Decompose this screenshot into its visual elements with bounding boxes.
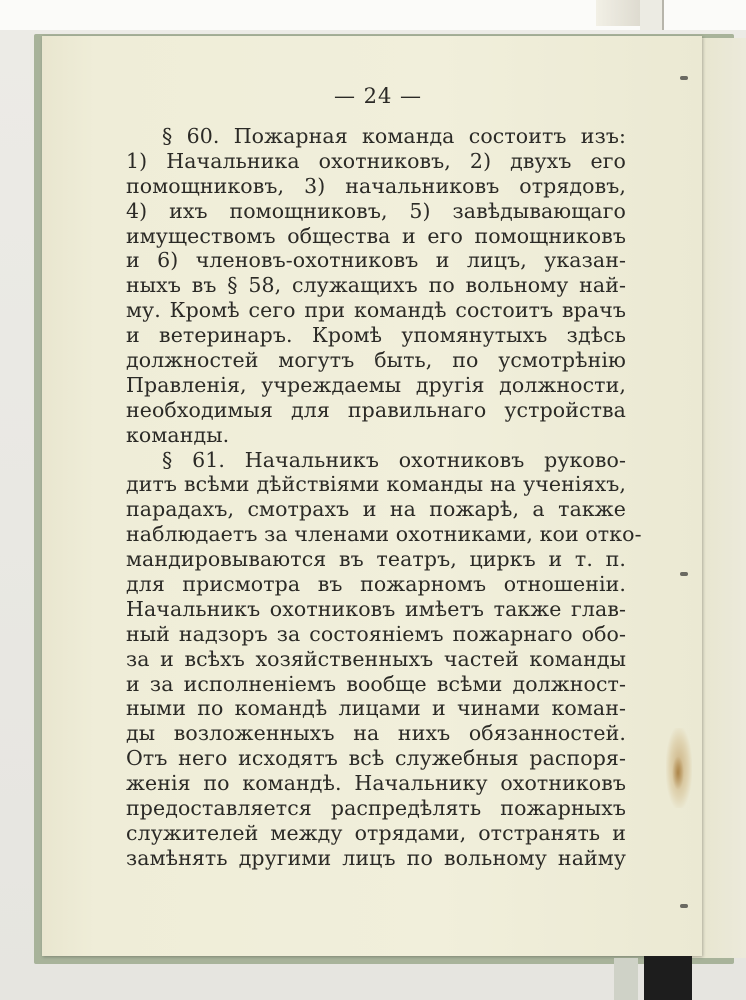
- binding-hole: [680, 76, 688, 80]
- binding-hole: [680, 572, 688, 576]
- text-line: служителей между отрядами, отстранять и: [126, 820, 626, 845]
- text-line: наблюдаетъ за членами охотниками, кои отко-: [126, 522, 642, 547]
- text-line: имуществомъ общества и его помощниковъ: [126, 223, 626, 248]
- text-line: 1) Начальника охотниковъ, 2) двухъ его: [126, 148, 626, 173]
- text-line: для присмотра въ пожарномъ отношеніи.: [126, 572, 626, 597]
- paragraph-lines: [126, 124, 642, 871]
- text-line: ными по командѣ лицами и чинами коман-: [126, 696, 626, 721]
- text-line: мандировываются въ театръ, циркъ и т. п.: [126, 547, 626, 572]
- text-line: замѣнять другими лицъ по вольному найму: [126, 845, 626, 870]
- text-line: и 6) членовъ-охотниковъ и лицъ, указан-: [126, 248, 626, 273]
- text-line: помощниковъ, 3) начальниковъ отрядовъ,: [126, 173, 626, 198]
- text-line: необходимыя для правильнаго устройства: [126, 397, 626, 422]
- text-line: предоставляется распредѣлять пожарныхъ: [126, 796, 626, 821]
- text-line: му. Кромѣ сего при командѣ состоитъ врачъ: [126, 298, 626, 323]
- text-line: Правленія, учреждаемы другія должности,: [126, 372, 626, 397]
- text-line: Начальникъ охотниковъ имѣетъ также глав-: [126, 596, 626, 621]
- page-number: — 24 —: [333, 84, 423, 108]
- book-spine-strip: [596, 0, 641, 26]
- binding-hole: [680, 904, 688, 908]
- text-line: и ветеринаръ. Кромѣ упомянутыхъ здѣсь: [126, 323, 626, 348]
- text-line: Отъ него исходятъ всѣ служебныя распоря-: [126, 746, 626, 771]
- text-line: 4) ихъ помощниковъ, 5) завѣдывающаго: [126, 198, 626, 223]
- text-line: женія по командѣ. Начальнику охотниковъ: [126, 771, 626, 796]
- text-line: § 61. Начальникъ охотниковъ руково-: [162, 447, 626, 472]
- text-line: должностей могутъ быть, по усмотрѣнію: [126, 348, 626, 373]
- text-line: дитъ всѣми дѣйствіями команды на ученіяхъ,: [126, 472, 626, 497]
- text-line: за и всѣхъ хозяйственныхъ частей команды: [126, 646, 626, 671]
- bookmark-ribbon: [644, 956, 692, 1000]
- page-text: [126, 84, 642, 871]
- text-line: § 60. Пожарная команда состоитъ изъ:: [162, 124, 626, 148]
- paper-stain-core: [672, 756, 684, 790]
- text-line: ныхъ въ § 58, служащихъ по вольному най-: [126, 273, 626, 298]
- text-line: команды.: [126, 422, 230, 447]
- book-spine-edge: [640, 0, 664, 30]
- bookmark-paper: [614, 958, 638, 1000]
- text-line: и за исполненіемъ вообще всѣми должност-: [126, 671, 626, 696]
- text-line: парадахъ, смотрахъ и на пожарѣ, а также: [126, 497, 626, 522]
- text-line: ды возложенныхъ на нихъ обязанностей.: [126, 721, 626, 746]
- text-line: ный надзоръ за состояніемъ пожарнаго обо-: [126, 621, 626, 646]
